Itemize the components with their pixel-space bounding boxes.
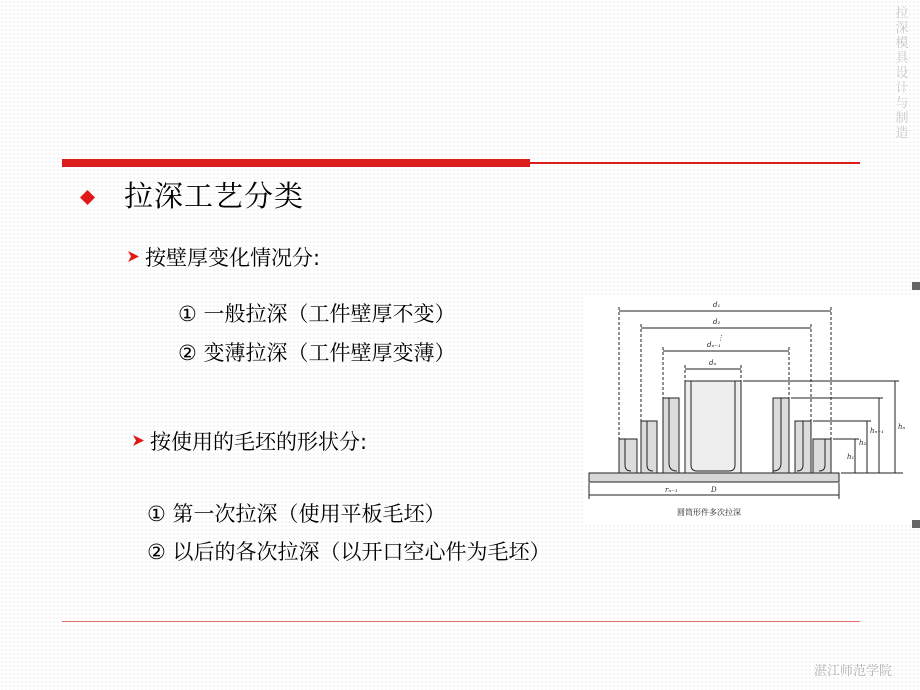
list-item: ① 第一次拉深（使用平板毛坯） [147,502,446,526]
list-item: ② 变薄拉深（工件壁厚变薄） [178,341,456,365]
multi-stage-drawing-figure [583,295,920,523]
subheading-thickness-text: 按壁厚变化情况分: [145,246,321,270]
list-item: ① 一般拉深（工件壁厚不变） [178,302,456,326]
dim-label-dn: dₙ [709,359,717,367]
dim-label-dots: ⋮ [717,334,724,342]
arrow-bullet-icon [128,251,139,262]
arrow-bullet-icon [133,435,144,446]
vertical-course-title: 拉深模具设计与制造 [895,6,909,141]
subheading-blank-shape-text: 按使用的毛坯的形状分: [150,430,368,454]
subheading-blank-shape [150,427,367,457]
header-rule-thick [62,159,530,167]
edge-marker [912,520,920,528]
dim-label-h1: h₁ [847,453,855,461]
diamond-bullet-icon [80,190,95,205]
footer-rule [62,621,860,622]
dim-label-d1: d₁ [713,301,721,309]
dim-label-hn1: hₙ₋₁ [870,427,884,435]
dim-label-d2: d₂ [713,318,721,326]
dim-label-dn1: dₙ₋₁ [707,341,721,349]
dim-label-D: D [711,486,717,494]
edge-marker [912,282,920,290]
header-rule-thin [530,162,860,164]
subheading-thickness [145,243,320,273]
footer-institution: 湛江师范学院 [814,664,893,679]
cup-drawing-diagram [583,295,920,507]
figure-caption: 圆筒形件多次拉深 [677,508,741,517]
dim-label-hn: hₙ [898,423,906,431]
dim-label-h2: h₂ [859,439,867,447]
list-item: ② 以后的各次拉深（以开口空心件为毛坯） [147,540,551,564]
dim-label-rn1: rₙ₋₁ [665,486,678,494]
slide-heading: 拉深工艺分类 [124,179,305,213]
